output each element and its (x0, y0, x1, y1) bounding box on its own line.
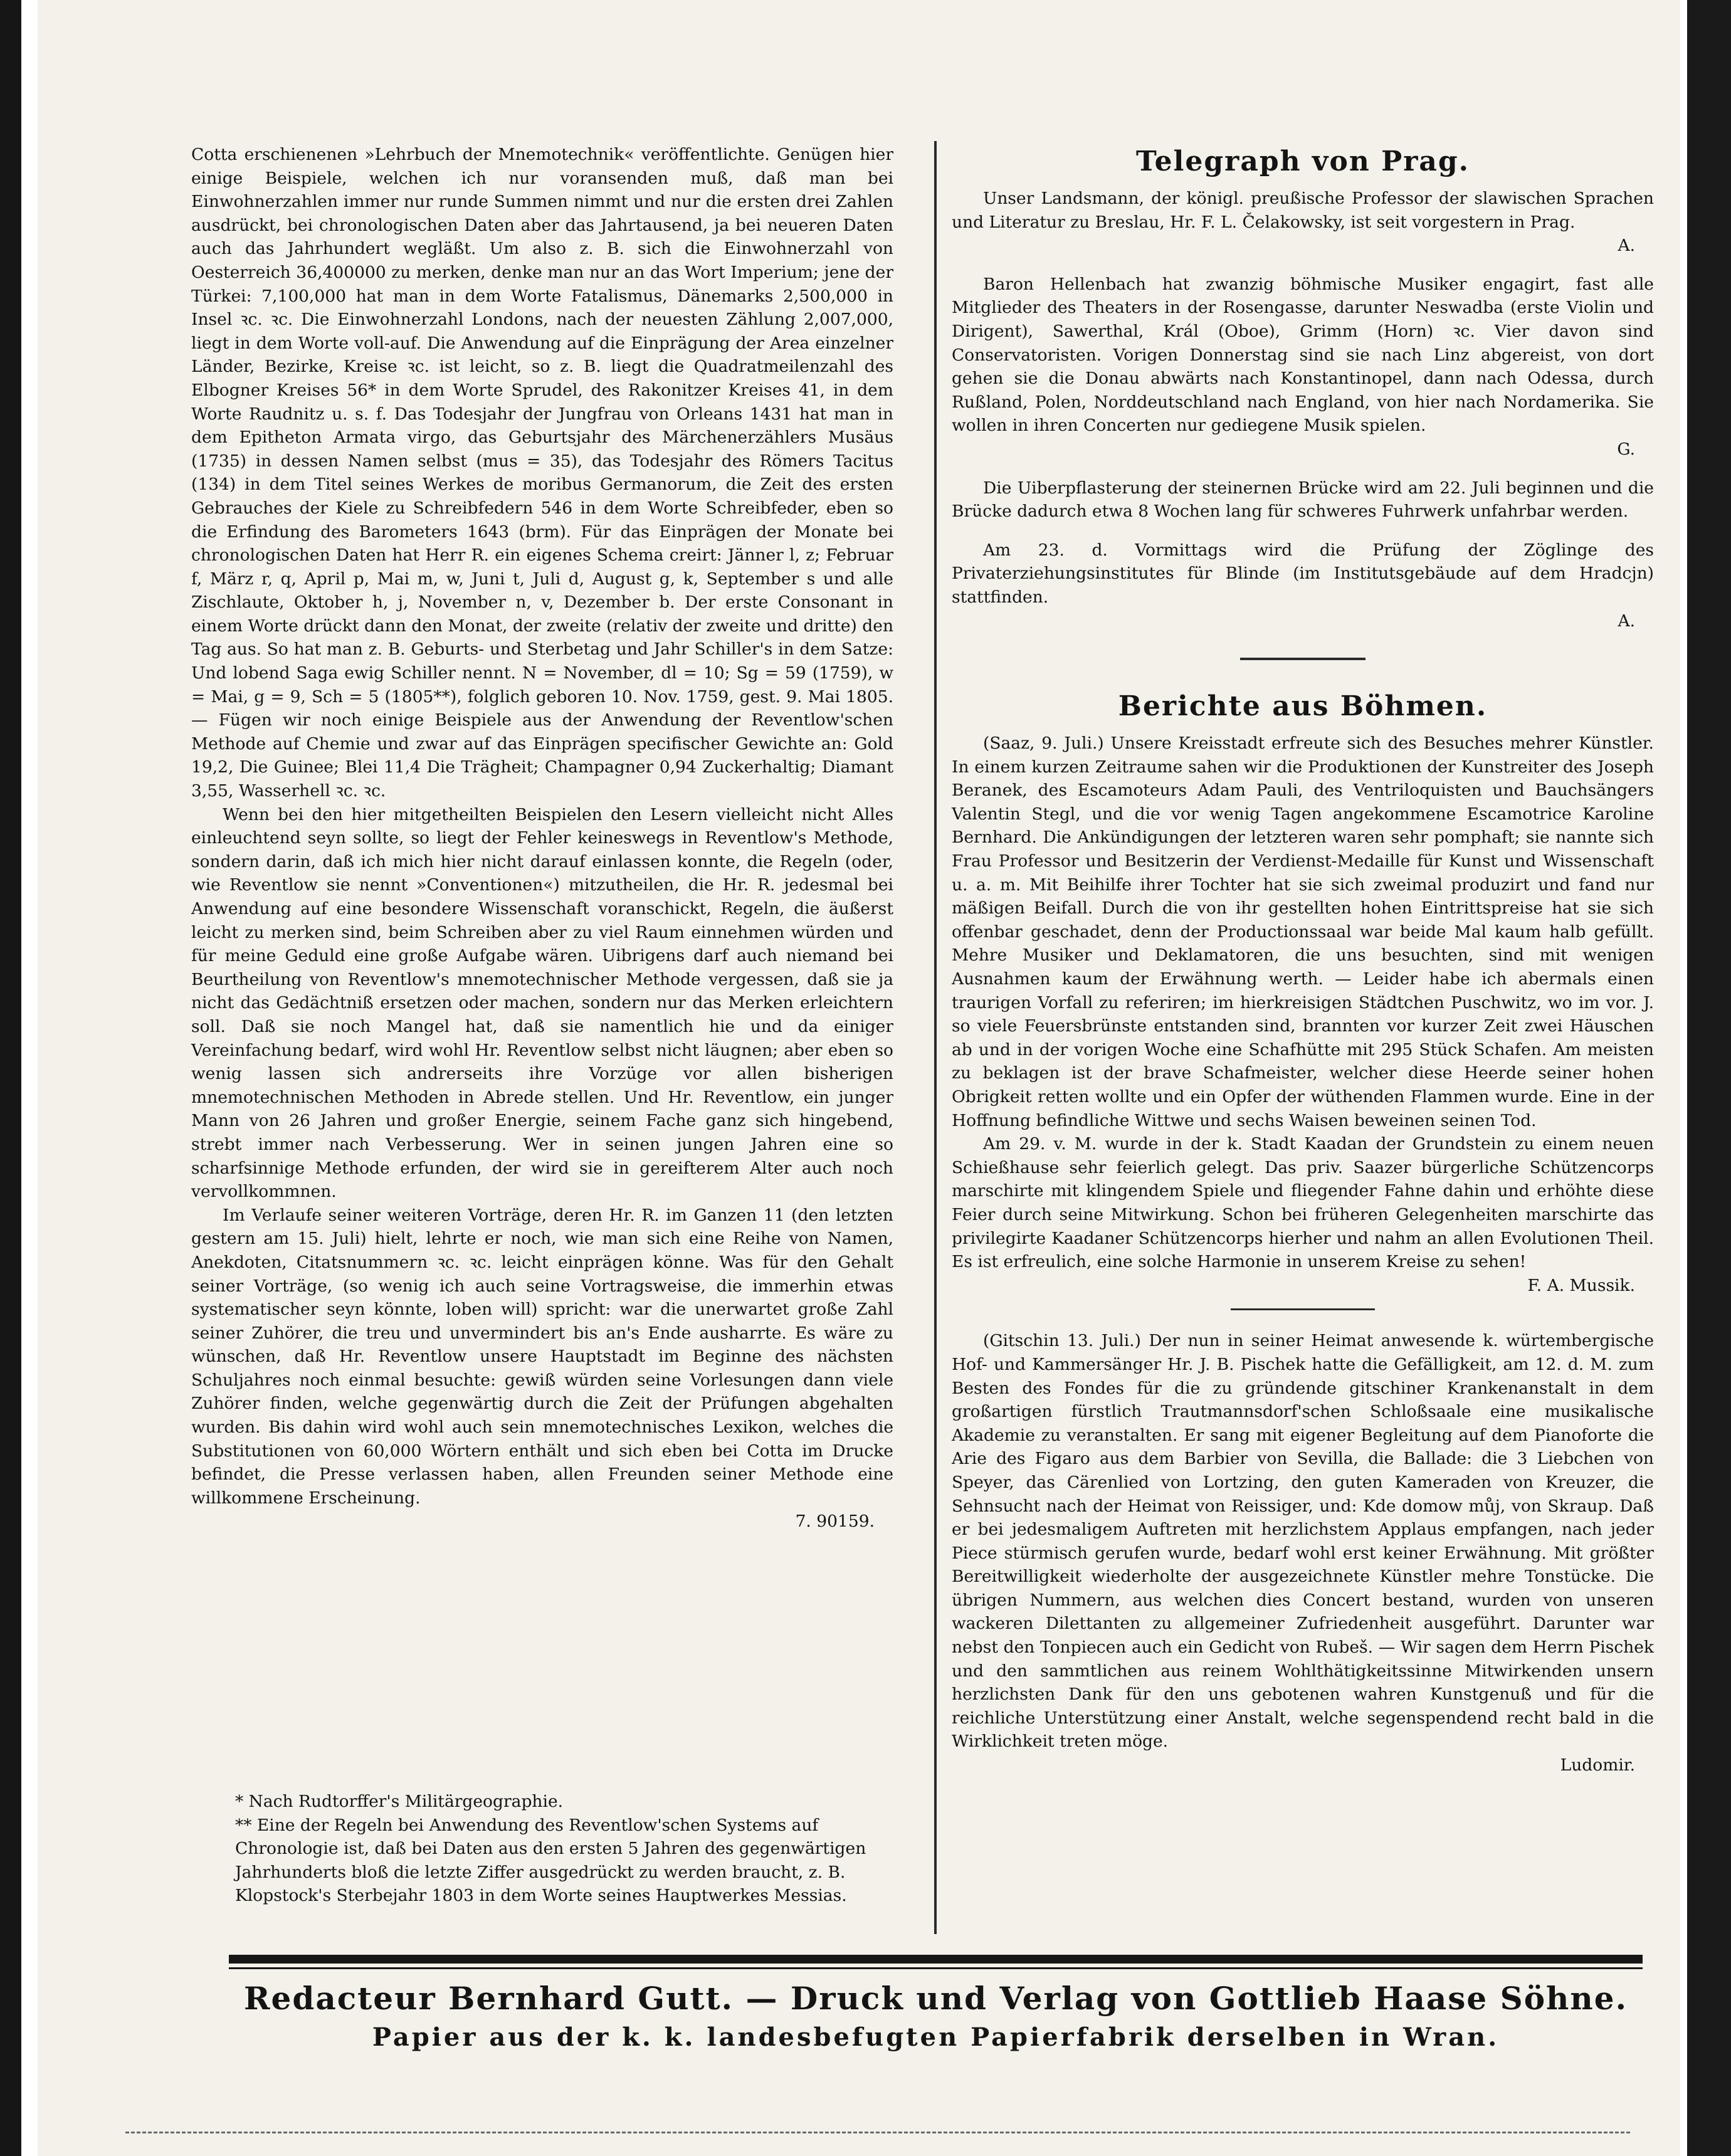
article-paragraph: Wenn bei den hier mitgetheilten Beispielen den Lesern vielleicht nicht Alles einleuchtend seyn sollte, so liegt der Fehler keineswegs in Reventlow's Methode, sondern darin, daß ich mich hier nicht darauf einlassen konnte, die Regeln (oder, wie Reventlow sie nennt »Conventionen«) mitzutheilen, die Hr. R. jedesmal bei Anwendung auf eine besondere Wissenschaft voranschickt, Regeln, die äußerst leicht zu merken sind, beim Schreiben aber zu viel Raum einnehmen würden und für meine Geduld eine große Aufgabe wären. Uibrigens darf auch niemand bei Beurtheilung von Reventlow's mnemotechnischer Methode vergessen, daß sie ja nicht das Gedächtniß ersetzen oder machen, sondern nur das Merken erleichtern soll. Daß sie noch Mangel hat, daß sie namentlich hie und da einiger Vereinfachung bedarf, wird wohl Hr. Reventlow selbst nicht läugnen; aber eben so wenig lassen sich andrerseits ihre Vorzüge vor allen bisherigen mnemotechnischen Methoden in Abrede stellen. Und Hr. Reventlow, ein junger Mann von 26 Jahren und großer Energie, seinem Fache ganz sich hingebend, strebt immer nach Verbesserung. Wer in seinen jungen Jahren eine so scharfsinnige Methode erfunden, der wird sie in gereifterem Alter auch noch vervollkommnen. (191, 804, 893, 1202)
column-divider (934, 141, 937, 1934)
imprint-rule (229, 1955, 1643, 1964)
report-item: (Gitschin 13. Juli.) Der nun in seiner Heimat anwesende k. würtembergische Hof- und Kammersänger Hr. J. B. Pischek hatte die Gefälligkeit, am 12. d. M. zum Besten des Fondes für die zu gründende gitschiner Krankenanstalt in dem großartigen fürstlich Trautmannsdorf'schen Schloßsaale eine musikalische Akademie zu veranstalten. Er sang mit eigener Begleitung auf dem Pianoforte die Arie des Figaro aus dem Barbier von Sevilla, die Ballade: die 3 Liebchen von Speyer, das Cärenlied von Lortzing, den guten Kameraden von Kreuzer, die Sehnsucht nach der Heimat von Reissiger, und: Kde domow můj, von Skraup. Daß er bei jedesmaligem Auftreten mit herzlichstem Applaus empfangen, nach jeder Piece stürmisch gerufen wurde, bedarf wohl erst keiner Erwähnung. Mit größter Bereitwilligkeit wiederholte der ausgezeichnete Künstler mehre Tonstücke. Die übrigen Nummern, aus welchen dies Concert bestand, wurden von unseren wackeren Dilettanten zu allgemeiner Zufriedenheit ausgeführt. Darunter war nebst den Tonpiecen auch ein Gedicht von Rubeš. — Wir sagen dem Herrn Pischek und den sammtlichen aus reinem Wohlthätigkeitssinne Mitwirkenden unsern herzlichsten Dank für den uns gebotenen wahren Kunstgenuß und für die reichliche Unterstützung einer Anstalt, welche segenspendend recht bald in die Wirklichkeit treten möge. (952, 1331, 1654, 1752)
footnote: * Nach Rudtorffer's Militärgeographie. (235, 1792, 564, 1811)
imprint-rule-thin (229, 1967, 1643, 1969)
news-signature: G. (1617, 439, 1635, 459)
news-item: Baron Hellenbach hat zwanzig böhmische Musiker engagirt, fast alle Mitglieder des Theaters in der Rosengasse, darunter Neswadba (erste Violin und Dirigent), Sawerthal, Král (Oboe), Grimm (Horn) ꝛc. Vier davon sind Conservatoristen. Vorigen Donnerstag sind sie nach Linz abgereist, von dort gehen sie die Donau abwärts nach Konstantinopel, dann nach Odessa, durch Rußland, Polen, Norddeutschland nach England, von hier nach Nordamerika. Sie wollen in ihren Concerten nur gediegene Musik spielen. (952, 274, 1654, 436)
news-item: Unser Landsmann, der königl. preußische Professor der slawischen Sprachen und Literatur zu Breslau, Hr. F. L. Čelakowsky, ist seit vorgestern in Prag. (952, 189, 1654, 232)
report-signature: Ludomir. (1560, 1755, 1635, 1775)
report-signature: F. A. Mussik. (1527, 1275, 1635, 1295)
item-rule (1231, 1308, 1375, 1310)
section-rule (1240, 658, 1365, 660)
news-item: Die Uiberpflasterung der steinernen Brücke wird am 22. Juli beginnen und die Brücke dadurch etwa 8 Wochen lang für schweres Fuhrwerk unfahrbar werden. (952, 478, 1654, 522)
footnotes (235, 1790, 906, 1908)
news-signature: A. (1618, 611, 1635, 631)
imprint-editor-line: Redacteur Bernhard Gutt. — Druck und Verlag von Gottlieb Haase Söhne. (244, 1980, 1628, 2017)
article-paragraph: Im Verlaufe seiner weiteren Vorträge, deren Hr. R. im Ganzen 11 (den letzten gestern am 15. Juli) hielt, lehrte er noch, wie man sich eine Reihe von Namen, Anekdoten, Citatsnummern ꝛc. ꝛc. leicht einprägen könne. Was für den Gehalt seiner Vorträge, (so wenig ich auch seine Vortragsweise, die immerhin etwas systematischer seyn könnte, loben will) spricht: war die unerwartet große Zahl seiner Zuhörer, die treu und unvermindert bis an's Ende ausharrte. Es wäre zu wünschen, daß Hr. Reventlow unsere Hauptstadt im Beginne des nächsten Schuljahres noch einmal besuchte: gewiß würden seine Vorlesungen dann viele Zuhörer finden, welche gegenwärtig durch die Zeit der Prüfungen abgehalten wurden. Bis dahin wird wohl auch sein mnemotechnisches Lexikon, welches die Substitutionen von 60,000 Wörtern enthält und sich eben bei Cotta im Drucke befindet, die Presse verlassen haben, allen Freunden seiner Methode eine willkommene Erscheinung. (191, 1205, 893, 1508)
scan-bottom-marks (125, 2132, 1630, 2138)
scan-left-edge (0, 0, 21, 2156)
report-item: Am 29. v. M. wurde in der k. Stadt Kaadan der Grundstein zu einem neuen Schießhause sehr feierlich gelegt. Das priv. Saazer bürgerliche Schützencorps marschirte mit klingendem Spiele und fliegender Fahne dahin und erhöhte diese Feier durch seine Mitwirkung. Schon bei früheren Gelegenheiten marschirte das privilegirte Kaadaner Schützencorps hierher und nahm an allen Evolutionen Theil. Es ist erfreulich, eine solche Harmonie in unserem Kreise zu sehen! (952, 1134, 1654, 1272)
reports-heading: Berichte aus Böhmen. (1118, 690, 1488, 723)
left-column (191, 143, 893, 1533)
scan-right-edge (1687, 0, 1731, 2156)
imprint-paper-line: Papier aus der k. k. landesbefugten Papierfabrik derselben in Wran. (372, 2022, 1500, 2052)
news-item: Am 23. d. Vormittags wird die Prüfung der Zöglinge des Privaterziehungsinstitutes für Blinde (im Institutsgebäude auf dem Hradcjn) stattfinden. (952, 540, 1654, 607)
news-signature: A. (1618, 236, 1635, 256)
article-paragraph: Cotta erschienenen »Lehrbuch der Mnemotechnik« veröffentlichte. Genügen hier einige Beispiele, welchen ich nur voransenden muß, daß man bei Einwohnerzahlen immer nur runde Summen nimmt und nur die ersten drei Zahlen ausdrückt, bei chronologischen Daten aber das Jahrtausend, ja bei neueren Daten auch das Jahrhundert wegläßt. Um also z. B. sich die Einwohnerzahl von Oesterreich 36,400000 zu merken, denke man nur an das Wort Imperium; jene der Türkei: 7,100,000 hat man in dem Worte Fatalismus, Dänemarks 2,500,000 in Insel ꝛc. ꝛc. Die Einwohnerzahl Londons, nach der neuesten Zählung 2,007,000, liegt in dem Worte voll-auf. Die Anwendung auf die Einprägung der Area einzelner Länder, Bezirke, Kreise ꝛc. ist leicht, so z. B. liegt die Quadratmeilenzahl des Elbogner Kreises 56* in dem Worte Sprudel, des Rakonitzer Kreises 41, in dem Worte Raudnitz u. s. f. Das Todesjahr der Jungfrau von Orleans 1431 hat man in dem Epitheton Armata virgo, das Geburtsjahr des Märchenerzählers Musäus (1735) in dessen Namen selbst (mus = 35), das Todesjahr des Römers Tacitus (134) in dem Titel seines Werkes de moribus Germanorum, die Zeit des ersten Gebrauches der Kiele zu Schreibfedern 546 in dem Worte Schreibfeder, eben so die Erfindung des Barometers 1643 (brm). Für das Einprägen der Monate bei chronologischen Daten hat Herr R. ein eigenes Schema creirt: Jänner l, z; Februar f, März r, q, April p, Mai m, w, Juni t, Juli d, August g, k, September s und alle Zischlaute, Oktober h, j, November n, v, Dezember b. Der erste Consonant in einem Worte drückt dann den Monat, der zweite (relativ der zweite und dritte) den Tag aus. So hat man z. B. Geburts- und Sterbetag und Jahr Schiller's in dem Satze: Und lobend Saga ewig Schiller nennt. N = November, dl = 10; Sg = 59 (1759), w = Mai, g = 9, Sch = 5 (1805**), folglich geboren 10. Nov. 1759, gest. 9. Mai 1805. — Fügen wir noch einige Beispiele aus der Anwendung der Reventlow'schen Methode auf Chemie und zwar auf das Einprägen specifischer Gewichte an: Gold 19,2, Die Guinee; Blei 11,4 Die Trägheit; Champagner 0,94 Zuckerhaltig; Diamant 3,55, Wasserhell ꝛc. ꝛc. (191, 145, 894, 801)
telegraph-heading: Telegraph von Prag. (1135, 145, 1470, 177)
article-signature: 7. 90159. (795, 1512, 875, 1532)
footnote: ** Eine der Regeln bei Anwendung des Reventlow'schen Systems auf Chronologie ist, daß bei Daten aus den ersten 5 Jahren des gegenwärtigen Jahrhunderts bloß die letzte Ziffer ausgedrückt zu werden braucht, z. B. Klopstock's Sterbejahr 1803 in dem Worte seines Hauptwerkes Messias. (235, 1815, 866, 1906)
report-item: (Saaz, 9. Juli.) Unsere Kreisstadt erfreute sich des Besuches mehrer Künstler. In einem kurzen Zeitraume sahen wir die Produktionen der Kunstreiter des Joseph Beranek, des Escamoteurs Adam Pauli, des Ventriloquisten und Bauchsängers Valentin Stegl, und die vor wenig Tagen angekommene Escamotrice Karoline Bernhard. Die Ankündigungen der letzteren waren sehr pomphaft; sie nannte sich Frau Professor und Besitzerin der Verdienst-Medaille für Kunst und Wissenschaft u. a. m. Mit Beihilfe ihrer Tochter hat sie sich zweimal produzirt und fand nur mäßigen Beifall. Durch die von ihr gestellten hohen Eintrittspreise hat sie sich offenbar geschadet, denn der Productionssaal war beide Mal kaum halb gefüllt. Mehre Musiker und Deklamatoren, die uns besuchten, sind mit wenigen Ausnahmen kaum der Erwähnung werth. — Leider habe ich abermals einen traurigen Vorfall zu referiren; im hierkreisigen Städtchen Puschwitz, wo im vor. J. so viele Feuersbrünste entstanden sind, brannten vor kurzer Zeit zwei Häuschen ab und in der vorigen Woche eine Schafhütte mit 295 Stück Schafen. Am meisten zu beklagen ist der brave Schafmeister, welcher diese Heerde seiner hohen Obrigkeit retten wollte und ein Opfer der wüthenden Flammen wurde. Eine in der Hoffnung befindliche Wittwe und sechs Waisen beweinen seinen Tod. (952, 734, 1654, 1130)
right-column (952, 143, 1654, 1777)
